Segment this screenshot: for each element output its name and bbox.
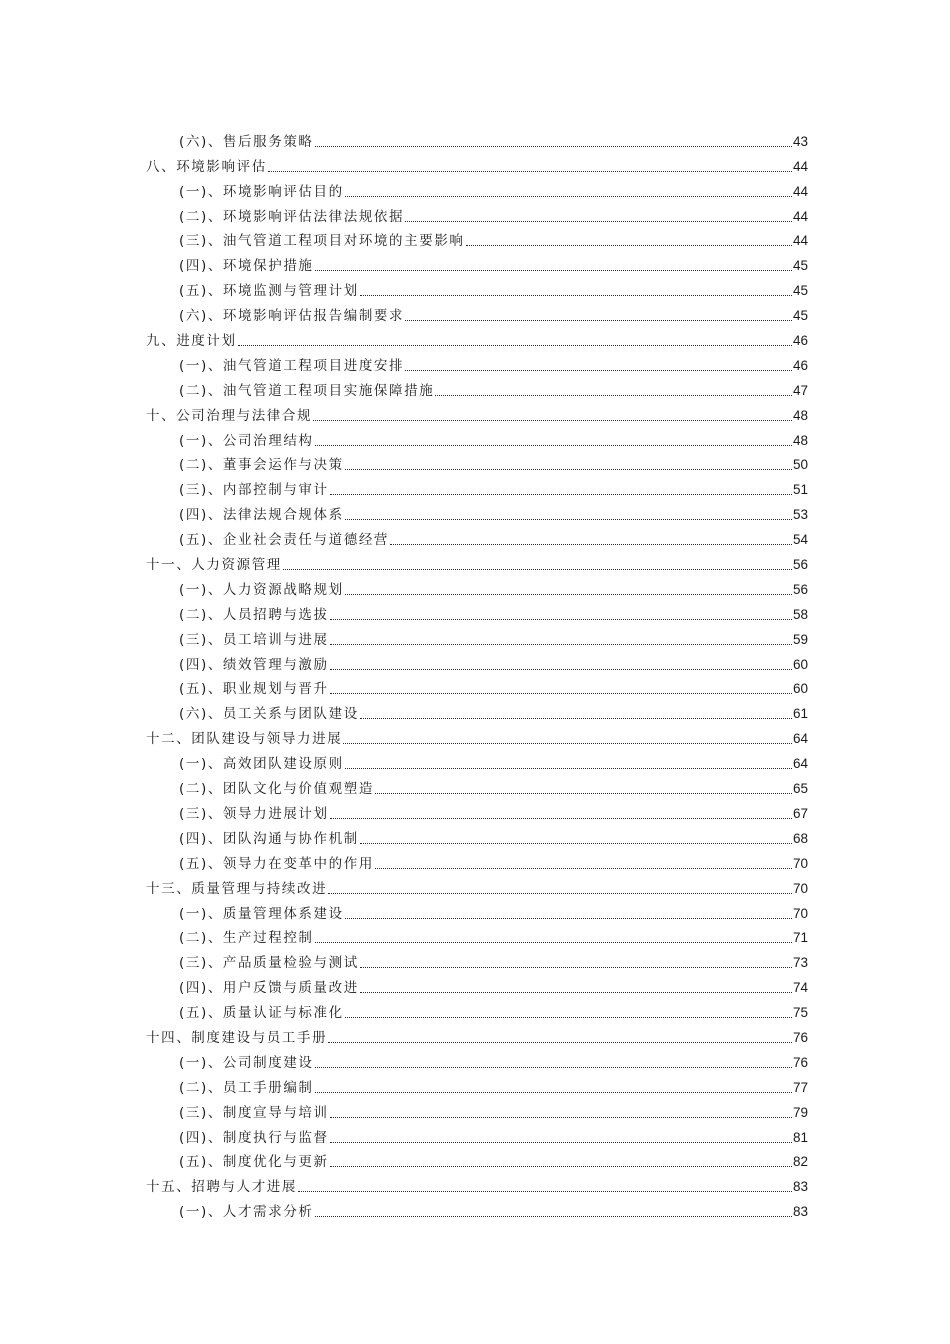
toc-entry-page-number: 45 — [792, 308, 808, 324]
toc-section-entry[interactable] — [146, 1071, 808, 1096]
table-of-contents — [146, 125, 808, 1220]
toc-entry-page-number: 43 — [792, 133, 808, 149]
toc-section-entry[interactable] — [146, 424, 808, 449]
toc-entry-page-number: 60 — [792, 656, 808, 672]
toc-entry-title: (六)、环境影响评估报告编制要求 — [179, 308, 405, 325]
toc-entry-page-number: 77 — [792, 1079, 808, 1095]
toc-entry-page-number: 71 — [792, 930, 808, 946]
toc-entry-page-number: 46 — [792, 357, 808, 373]
toc-dot-leader — [315, 942, 792, 943]
toc-entry-page-number: 59 — [792, 631, 808, 647]
toc-dot-leader — [345, 594, 792, 595]
toc-entry-page-number: 48 — [792, 432, 808, 448]
toc-section-entry[interactable] — [146, 772, 808, 797]
toc-entry-title: (四)、绩效管理与激励 — [179, 656, 329, 673]
toc-dot-leader — [315, 146, 792, 147]
toc-entry-title: (二)、团队文化与价值观塑造 — [179, 781, 374, 798]
toc-entry-page-number: 75 — [792, 1005, 808, 1021]
toc-chapter-entry[interactable] — [146, 722, 808, 747]
toc-dot-leader — [328, 1042, 792, 1043]
toc-entry-title: (一)、人力资源战略规划 — [179, 581, 344, 598]
toc-dot-leader — [330, 693, 792, 694]
toc-dot-leader — [330, 818, 792, 819]
toc-dot-leader — [375, 868, 792, 869]
toc-section-entry[interactable] — [146, 349, 808, 374]
toc-entry-title: (五)、质量认证与标准化 — [179, 1005, 344, 1022]
toc-section-entry[interactable] — [146, 697, 808, 722]
toc-entry-page-number: 46 — [792, 333, 808, 349]
toc-entry-page-number: 61 — [792, 706, 808, 722]
toc-section-entry[interactable] — [146, 249, 808, 274]
toc-section-entry[interactable] — [146, 1146, 808, 1171]
toc-section-entry[interactable] — [146, 598, 808, 623]
toc-entry-page-number: 48 — [792, 407, 808, 423]
toc-entry-title: (五)、企业社会责任与道德经营 — [179, 532, 390, 549]
toc-entry-title: (三)、领导力进展计划 — [179, 805, 329, 822]
toc-section-entry[interactable] — [146, 449, 808, 474]
toc-entry-page-number: 73 — [792, 955, 808, 971]
toc-entry-title: 十一、人力资源管理 — [146, 557, 282, 574]
toc-dot-leader — [360, 967, 792, 968]
toc-section-entry[interactable] — [146, 1096, 808, 1121]
toc-section-entry[interactable] — [146, 200, 808, 225]
toc-entry-page-number: 44 — [792, 158, 808, 174]
toc-entry-page-number: 64 — [792, 756, 808, 772]
toc-entry-page-number: 67 — [792, 805, 808, 821]
toc-dot-leader — [330, 669, 792, 670]
toc-dot-leader — [330, 1117, 792, 1118]
toc-section-entry[interactable] — [146, 747, 808, 772]
toc-section-entry[interactable] — [146, 523, 808, 548]
toc-section-entry[interactable] — [146, 822, 808, 847]
toc-entry-title: (一)、人才需求分析 — [179, 1204, 314, 1221]
toc-dot-leader — [330, 644, 792, 645]
toc-dot-leader — [283, 569, 792, 570]
toc-section-entry[interactable] — [146, 847, 808, 872]
toc-entry-title: 十二、团队建设与领导力进展 — [146, 731, 343, 748]
toc-entry-title: (五)、制度优化与更新 — [179, 1154, 329, 1171]
toc-entry-page-number: 60 — [792, 681, 808, 697]
toc-dot-leader — [313, 420, 792, 421]
toc-entry-title: 九、进度计划 — [146, 333, 237, 350]
toc-dot-leader — [315, 270, 792, 271]
toc-entry-title: (三)、制度宣导与培训 — [179, 1104, 329, 1121]
toc-entry-title: (一)、高效团队建设原则 — [179, 756, 344, 773]
toc-dot-leader — [315, 445, 792, 446]
toc-chapter-entry[interactable] — [146, 1021, 808, 1046]
toc-entry-page-number: 47 — [792, 382, 808, 398]
toc-dot-leader — [405, 370, 792, 371]
toc-dot-leader — [360, 718, 792, 719]
toc-entry-page-number: 76 — [792, 1029, 808, 1045]
toc-entry-title: (三)、员工培训与进展 — [179, 631, 329, 648]
toc-section-entry[interactable] — [146, 1121, 808, 1146]
toc-section-entry[interactable] — [146, 299, 808, 324]
toc-section-entry[interactable] — [146, 573, 808, 598]
toc-entry-page-number: 83 — [792, 1179, 808, 1195]
toc-entry-title: (五)、职业规划与晋升 — [179, 681, 329, 698]
toc-chapter-entry[interactable] — [146, 399, 808, 424]
toc-section-entry[interactable] — [146, 175, 808, 200]
toc-section-entry[interactable] — [146, 1195, 808, 1220]
toc-entry-title: 十四、制度建设与员工手册 — [146, 1029, 328, 1046]
toc-entry-title: (六)、员工关系与团队建设 — [179, 706, 359, 723]
toc-entry-page-number: 58 — [792, 606, 808, 622]
toc-dot-leader — [330, 619, 792, 620]
toc-section-entry[interactable] — [146, 125, 808, 150]
toc-entry-title: (三)、油气管道工程项目对环境的主要影响 — [179, 233, 465, 250]
toc-entry-title: (五)、环境监测与管理计划 — [179, 283, 359, 300]
toc-entry-page-number: 45 — [792, 283, 808, 299]
toc-section-entry[interactable] — [146, 897, 808, 922]
toc-entry-title: (四)、团队沟通与协作机制 — [179, 830, 359, 847]
toc-dot-leader — [345, 768, 792, 769]
toc-dot-leader — [405, 320, 792, 321]
toc-section-entry[interactable] — [146, 797, 808, 822]
toc-entry-title: (二)、环境影响评估法律法规依据 — [179, 208, 405, 225]
toc-dot-leader — [330, 1166, 792, 1167]
toc-entry-title: (二)、员工手册编制 — [179, 1079, 314, 1096]
toc-entry-title: 八、环境影响评估 — [146, 158, 267, 175]
toc-entry-title: (二)、董事会运作与决策 — [179, 457, 344, 474]
toc-entry-title: (四)、法律法规合规体系 — [179, 507, 344, 524]
toc-dot-leader — [390, 544, 792, 545]
toc-dot-leader — [360, 843, 792, 844]
toc-dot-leader — [330, 1142, 792, 1143]
toc-dot-leader — [345, 918, 792, 919]
toc-entry-title: 十三、质量管理与持续改进 — [146, 880, 328, 897]
toc-dot-leader — [405, 221, 792, 222]
toc-entry-page-number: 51 — [792, 482, 808, 498]
toc-section-entry[interactable] — [146, 996, 808, 1021]
toc-entry-page-number: 74 — [792, 980, 808, 996]
toc-dot-leader — [330, 494, 792, 495]
toc-dot-leader — [238, 345, 792, 346]
toc-chapter-entry[interactable] — [146, 1170, 808, 1195]
toc-entry-title: (六)、售后服务策略 — [179, 133, 314, 150]
toc-dot-leader — [360, 992, 792, 993]
toc-entry-page-number: 70 — [792, 880, 808, 896]
toc-section-entry[interactable] — [146, 648, 808, 673]
toc-entry-page-number: 44 — [792, 233, 808, 249]
toc-chapter-entry[interactable] — [146, 872, 808, 897]
toc-entry-title: (四)、制度执行与监督 — [179, 1129, 329, 1146]
toc-entry-page-number: 44 — [792, 208, 808, 224]
toc-dot-leader — [345, 469, 792, 470]
toc-dot-leader — [345, 519, 792, 520]
toc-entry-title: (四)、用户反馈与质量改进 — [179, 980, 359, 997]
toc-dot-leader — [315, 1067, 792, 1068]
toc-entry-page-number: 81 — [792, 1129, 808, 1145]
toc-section-entry[interactable] — [146, 971, 808, 996]
toc-entry-title: (四)、环境保护措施 — [179, 258, 314, 275]
toc-dot-leader — [298, 1191, 792, 1192]
toc-section-entry[interactable] — [146, 623, 808, 648]
toc-entry-page-number: 50 — [792, 457, 808, 473]
toc-entry-page-number: 65 — [792, 781, 808, 797]
toc-dot-leader — [345, 1017, 792, 1018]
toc-entry-page-number: 83 — [792, 1204, 808, 1220]
toc-chapter-entry[interactable] — [146, 324, 808, 349]
toc-entry-page-number: 44 — [792, 183, 808, 199]
toc-entry-page-number: 56 — [792, 557, 808, 573]
toc-entry-title: (一)、环境影响评估目的 — [179, 183, 344, 200]
toc-chapter-entry[interactable] — [146, 548, 808, 573]
toc-entry-title: (一)、油气管道工程项目进度安排 — [179, 357, 405, 374]
toc-entry-page-number: 70 — [792, 905, 808, 921]
toc-entry-page-number: 53 — [792, 507, 808, 523]
toc-entry-title: (一)、公司治理结构 — [179, 432, 314, 449]
toc-dot-leader — [343, 743, 792, 744]
toc-dot-leader — [328, 893, 792, 894]
toc-dot-leader — [360, 295, 792, 296]
toc-entry-page-number: 64 — [792, 731, 808, 747]
toc-dot-leader — [315, 1216, 792, 1217]
toc-entry-title: (一)、公司制度建设 — [179, 1054, 314, 1071]
toc-entry-page-number: 82 — [792, 1154, 808, 1170]
toc-dot-leader — [375, 793, 792, 794]
toc-entry-title: (二)、人员招聘与选拔 — [179, 606, 329, 623]
toc-section-entry[interactable] — [146, 673, 808, 698]
toc-entry-page-number: 76 — [792, 1054, 808, 1070]
toc-entry-title: 十五、招聘与人才进展 — [146, 1179, 297, 1196]
toc-section-entry[interactable] — [146, 274, 808, 299]
toc-entry-title: (二)、生产过程控制 — [179, 930, 314, 947]
toc-chapter-entry[interactable] — [146, 150, 808, 175]
toc-section-entry[interactable] — [146, 374, 808, 399]
toc-section-entry[interactable] — [146, 946, 808, 971]
toc-section-entry[interactable] — [146, 922, 808, 947]
toc-dot-leader — [345, 196, 792, 197]
toc-entry-page-number: 68 — [792, 830, 808, 846]
toc-section-entry[interactable] — [146, 498, 808, 523]
toc-entry-title: (三)、产品质量检验与测试 — [179, 955, 359, 972]
toc-entry-page-number: 79 — [792, 1104, 808, 1120]
toc-dot-leader — [315, 1092, 792, 1093]
toc-entry-page-number: 54 — [792, 532, 808, 548]
toc-section-entry[interactable] — [146, 473, 808, 498]
toc-entry-title: 十、公司治理与法律合规 — [146, 407, 313, 424]
toc-entry-title: (二)、油气管道工程项目实施保障措施 — [179, 382, 435, 399]
toc-dot-leader — [466, 245, 792, 246]
toc-entry-page-number: 70 — [792, 855, 808, 871]
toc-entry-page-number: 56 — [792, 581, 808, 597]
toc-entry-page-number: 45 — [792, 258, 808, 274]
toc-section-entry[interactable] — [146, 225, 808, 250]
toc-section-entry[interactable] — [146, 1046, 808, 1071]
toc-entry-title: (五)、领导力在变革中的作用 — [179, 855, 374, 872]
toc-dot-leader — [268, 171, 792, 172]
toc-dot-leader — [435, 395, 792, 396]
toc-entry-title: (一)、质量管理体系建设 — [179, 905, 344, 922]
toc-entry-title: (三)、内部控制与审计 — [179, 482, 329, 499]
